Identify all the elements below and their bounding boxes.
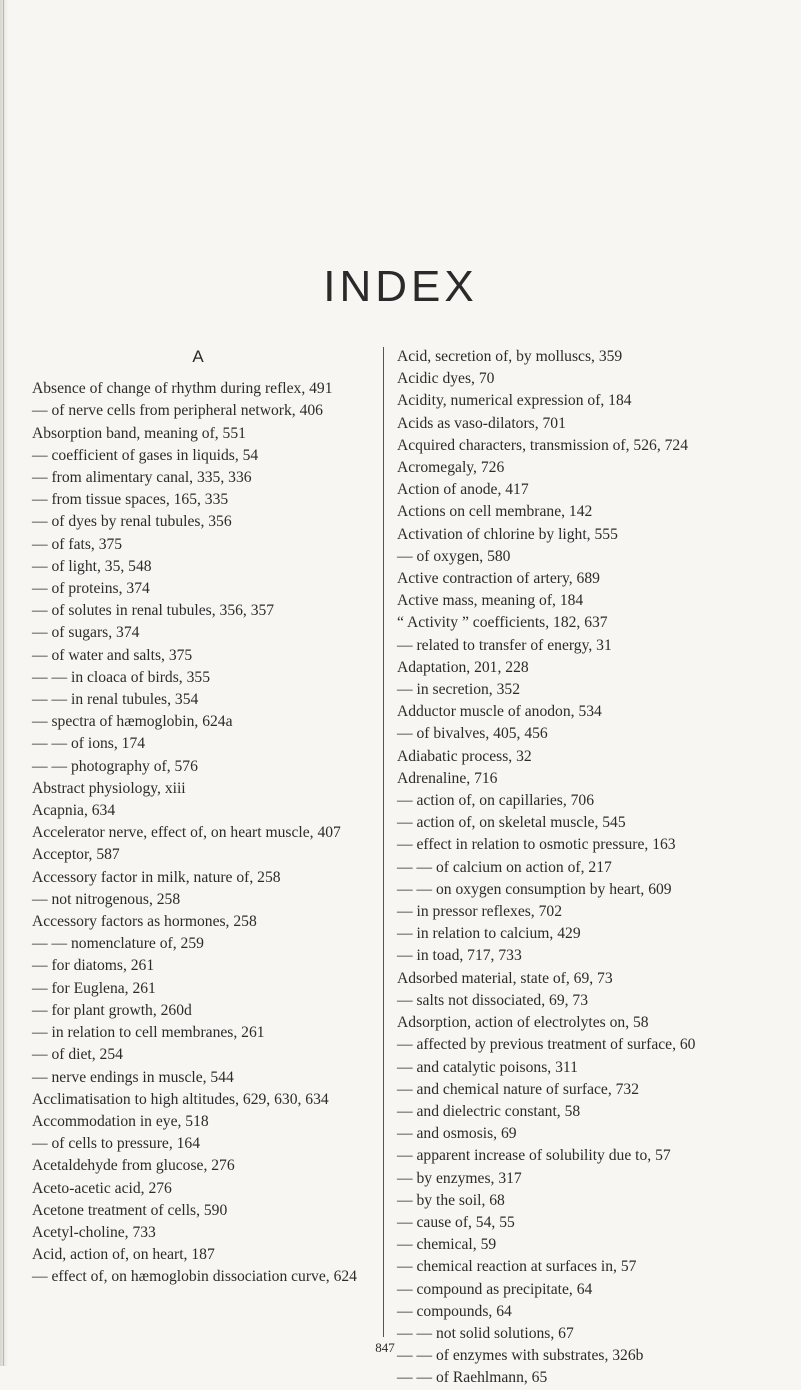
index-entry: — — not solid solutions, 67 bbox=[397, 1324, 574, 1342]
index-entry: — of diet, 254 bbox=[32, 1046, 123, 1064]
index-entry: Absorption band, meaning of, 551 bbox=[32, 424, 246, 442]
index-entry: — — in cloaca of birds, 355 bbox=[32, 668, 210, 686]
index-entry: “ Activity ” coefficients, 182, 637 bbox=[397, 614, 608, 632]
index-entry: — action of, on skeletal muscle, 545 bbox=[397, 814, 626, 832]
index-entry: — — of calcium on action of, 217 bbox=[397, 858, 612, 876]
index-entry: Acetone treatment of cells, 590 bbox=[32, 1201, 228, 1219]
index-entry: — in relation to cell membranes, 261 bbox=[32, 1024, 265, 1042]
index-entry: — of water and salts, 375 bbox=[32, 646, 193, 664]
index-entry: — chemical reaction at surfaces in, 57 bbox=[397, 1258, 637, 1276]
index-entry: — — of enzymes with substrates, 326b bbox=[397, 1347, 644, 1365]
index-entry: — by the soil, 68 bbox=[397, 1191, 505, 1209]
index-entry: Acceptor, 587 bbox=[32, 846, 120, 864]
index-entry: Accessory factors as hormones, 258 bbox=[32, 913, 257, 931]
right-column bbox=[397, 346, 743, 1390]
index-entry: — and osmosis, 69 bbox=[397, 1125, 517, 1143]
index-entry: Abstract physiology, xiii bbox=[32, 779, 186, 797]
left-column bbox=[32, 346, 364, 1289]
index-entry: — affected by previous treatment of surface, 60 bbox=[397, 1036, 696, 1054]
index-entry: Adductor muscle of anodon, 534 bbox=[397, 703, 602, 721]
index-entry: — of dyes by renal tubules, 356 bbox=[32, 513, 232, 531]
index-entry: — in toad, 717, 733 bbox=[397, 947, 522, 965]
index-entry: — — in renal tubules, 354 bbox=[32, 691, 199, 709]
index-entry: Acquired characters, transmission of, 526, 724 bbox=[397, 436, 689, 454]
binding-gutter bbox=[0, 0, 8, 1366]
index-entry: — in pressor reflexes, 702 bbox=[397, 903, 562, 921]
section-letter: A bbox=[192, 347, 204, 366]
index-entry: — in secretion, 352 bbox=[397, 681, 520, 699]
column-divider bbox=[383, 347, 384, 1337]
index-entry: — — of ions, 174 bbox=[32, 735, 146, 753]
index-entry: Accessory factor in milk, nature of, 258 bbox=[32, 868, 281, 886]
index-entry: — effect of, on hæmoglobin dissociation curve, 624 bbox=[32, 1268, 357, 1286]
index-entry: — of fats, 375 bbox=[32, 535, 123, 553]
index-entry: Adsorption, action of electrolytes on, 58 bbox=[397, 1014, 649, 1032]
index-entry: — of proteins, 374 bbox=[32, 580, 150, 598]
index-entry: — and chemical nature of surface, 732 bbox=[397, 1080, 640, 1098]
index-entry: Active contraction of artery, 689 bbox=[397, 570, 600, 588]
index-entry: Acetyl-choline, 733 bbox=[32, 1223, 156, 1241]
index-entry: Accelerator nerve, effect of, on heart muscle, 407 bbox=[32, 824, 341, 842]
index-entry: — of solutes in renal tubules, 356, 357 bbox=[32, 602, 275, 620]
index-entry: Acapnia, 634 bbox=[32, 802, 116, 820]
index-entry: — for diatoms, 261 bbox=[32, 957, 155, 975]
index-entry: — apparent increase of solubility due to, 57 bbox=[397, 1147, 671, 1165]
index-entry: — spectra of hæmoglobin, 624a bbox=[32, 713, 233, 731]
index-entry: — salts not dissociated, 69, 73 bbox=[397, 991, 589, 1009]
index-entry: — not nitrogenous, 258 bbox=[32, 890, 181, 908]
index-entry: — compound as precipitate, 64 bbox=[397, 1280, 593, 1298]
left-entries bbox=[32, 378, 364, 1288]
page-number: 847 bbox=[375, 1340, 395, 1355]
index-entry: — for plant growth, 260d bbox=[32, 1001, 192, 1019]
index-entry: — — nomenclature of, 259 bbox=[32, 935, 204, 953]
index-entry: Acetaldehyde from glucose, 276 bbox=[32, 1157, 235, 1175]
index-title: INDEX bbox=[323, 262, 478, 311]
index-entry: Adiabatic process, 32 bbox=[397, 747, 532, 765]
index-entry: Accommodation in eye, 518 bbox=[32, 1112, 209, 1130]
index-entry: Acidic dyes, 70 bbox=[397, 370, 495, 388]
index-entry: Acid, action of, on heart, 187 bbox=[32, 1246, 215, 1264]
index-entry: — and dielectric constant, 58 bbox=[397, 1102, 581, 1120]
index-entry: — in relation to calcium, 429 bbox=[397, 925, 581, 943]
index-entry: — and catalytic poisons, 311 bbox=[397, 1058, 578, 1076]
index-entry: — compounds, 64 bbox=[397, 1302, 512, 1320]
index-entry: — of light, 35, 548 bbox=[32, 557, 152, 575]
right-entries bbox=[397, 346, 743, 1390]
index-entry: — for Euglena, 261 bbox=[32, 979, 156, 997]
index-entry: Acromegaly, 726 bbox=[397, 459, 505, 477]
index-entry: Activation of chlorine by light, 555 bbox=[397, 525, 618, 543]
index-entry: Absence of change of rhythm during reflex, 491 bbox=[32, 380, 333, 398]
index-entry: — of sugars, 374 bbox=[32, 624, 140, 642]
index-entry: Aceto-acetic acid, 276 bbox=[32, 1179, 172, 1197]
index-entry: Acidity, numerical expression of, 184 bbox=[397, 392, 632, 410]
index-entry: — effect in relation to osmotic pressure, 163 bbox=[397, 836, 676, 854]
index-entry: Acid, secretion of, by molluscs, 359 bbox=[397, 348, 623, 365]
index-entry: — of bivalves, 405, 456 bbox=[397, 725, 548, 743]
index-entry: — action of, on capillaries, 706 bbox=[397, 792, 595, 810]
index-entry: Actions on cell membrane, 142 bbox=[397, 503, 593, 521]
index-entry: — — on oxygen consumption by heart, 609 bbox=[397, 880, 672, 898]
index-entry: — cause of, 54, 55 bbox=[397, 1213, 515, 1231]
index-entry: — chemical, 59 bbox=[397, 1236, 497, 1254]
index-entry: — of oxygen, 580 bbox=[397, 547, 511, 565]
index-entry: — — of Raehlmann, 65 bbox=[397, 1369, 548, 1387]
index-entry: Adaptation, 201, 228 bbox=[397, 658, 529, 676]
index-entry: Active mass, meaning of, 184 bbox=[397, 592, 584, 610]
index-entry: Adsorbed material, state of, 69, 73 bbox=[397, 969, 613, 987]
index-entry: Acclimatisation to high altitudes, 629, 630, 634 bbox=[32, 1090, 329, 1108]
binding-edge bbox=[3, 0, 4, 1366]
index-entry: — — photography of, 576 bbox=[32, 757, 198, 775]
index-entry: — of cells to pressure, 164 bbox=[32, 1135, 201, 1153]
index-entry: — coefficient of gases in liquids, 54 bbox=[32, 446, 259, 464]
index-entry: — of nerve cells from peripheral network, 406 bbox=[32, 402, 323, 420]
index-entry: — nerve endings in muscle, 544 bbox=[32, 1068, 234, 1086]
index-entry: Acids as vaso-dilators, 701 bbox=[397, 414, 566, 432]
index-entry: — by enzymes, 317 bbox=[397, 1169, 522, 1187]
index-entry: — from tissue spaces, 165, 335 bbox=[32, 491, 229, 509]
index-entry: Action of anode, 417 bbox=[397, 481, 529, 499]
index-entry: Adrenaline, 716 bbox=[397, 769, 498, 787]
index-entry: — related to transfer of energy, 31 bbox=[397, 636, 612, 654]
index-entry: — from alimentary canal, 335, 336 bbox=[32, 469, 252, 487]
